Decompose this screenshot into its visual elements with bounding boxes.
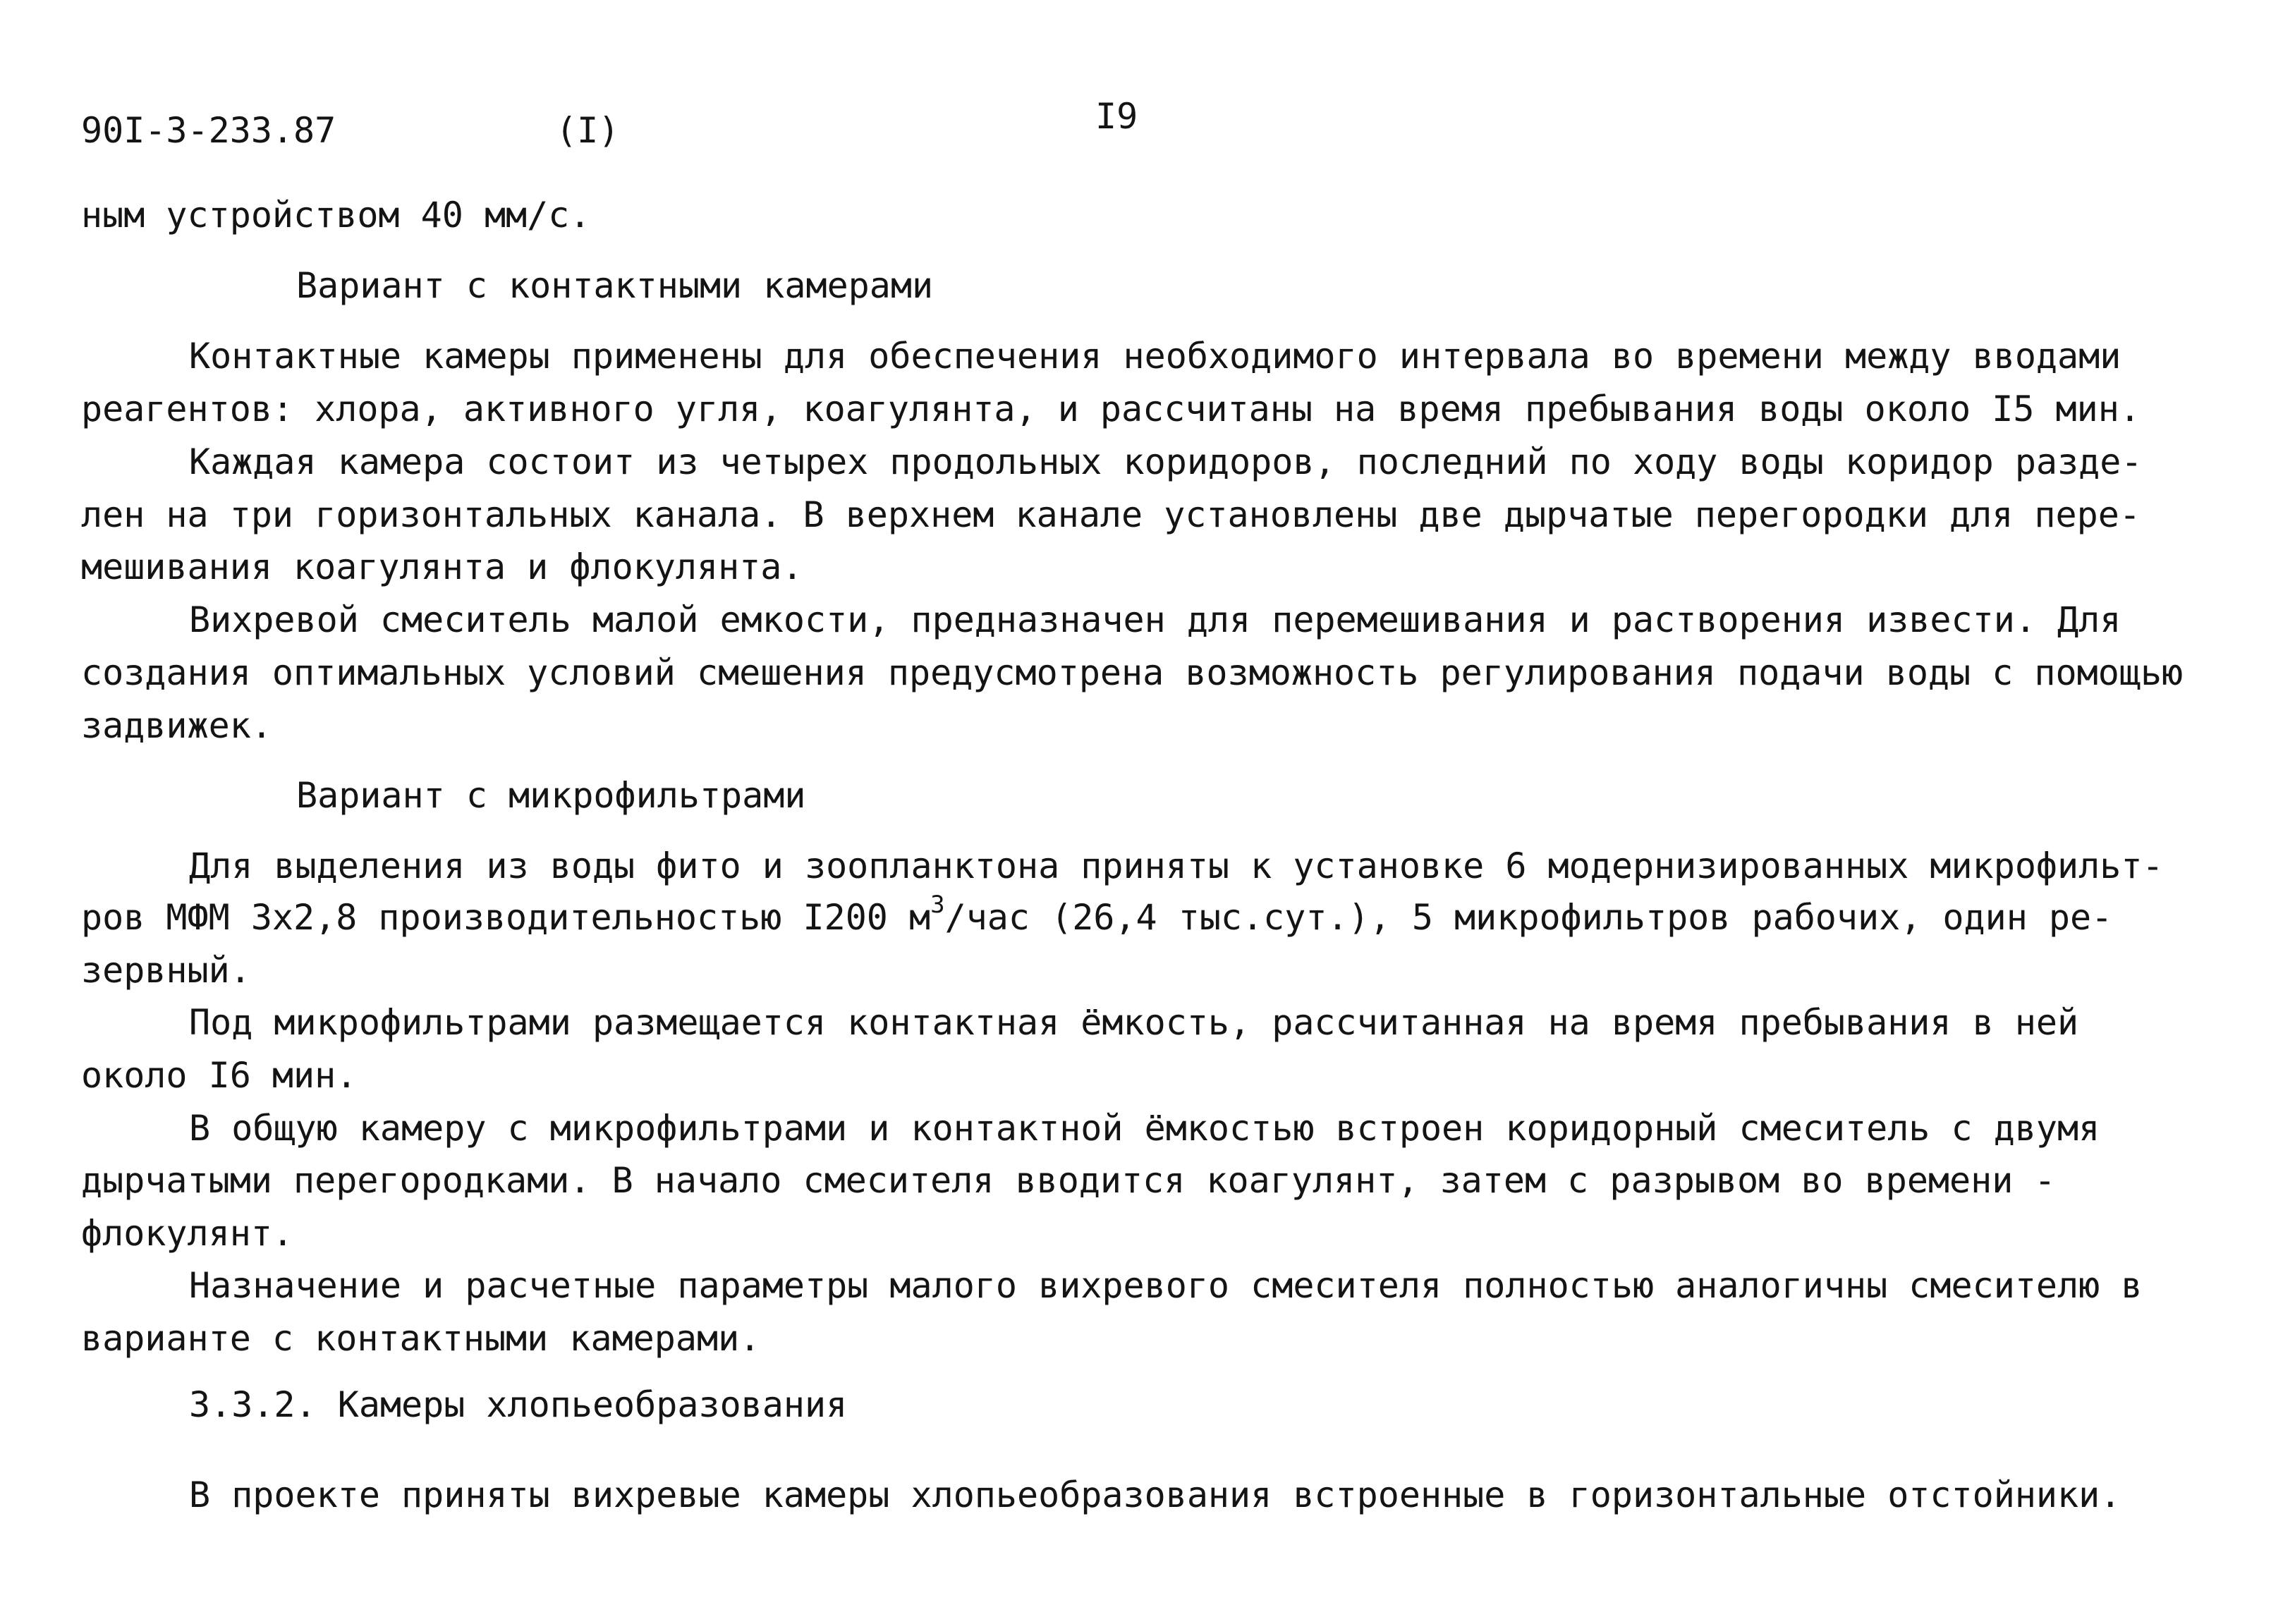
section-heading: 3.3.2. Камеры хлопьеобразования bbox=[189, 1384, 848, 1425]
text-line: Для выделения из воды фито и зоопланктона приняты к установке 6 модернизированных микрофильт- bbox=[189, 845, 2164, 886]
text-line: ным устройством 40 мм/с. bbox=[81, 195, 591, 236]
text-line: В проекте приняты вихревые камеры хлопьеобразования встроенные в горизонтальные отстойники. bbox=[189, 1475, 2121, 1515]
document-code: 90I-3-233.87 bbox=[81, 110, 336, 151]
document-part: (I) bbox=[556, 110, 620, 151]
text-fragment: /час (26,4 тыс.сут.), 5 микрофильтров рабочих, один ре- bbox=[944, 897, 2113, 938]
text-line: Под микрофильтрами размещается контактная ёмкость, рассчитанная на время пребывания в ней bbox=[189, 1002, 2079, 1043]
text-line: Каждая камера состоит из четырех продольных коридоров, последний по ходу воды коридор разде- bbox=[189, 441, 2143, 482]
text-line: В общую камеру с микрофильтрами и контактной ёмкостью встроен коридорный смеситель с двумя bbox=[189, 1108, 2100, 1149]
text-line: дырчатыми перегородками. В начало смесителя вводится коагулянт, затем с разрывом во времени - bbox=[81, 1160, 2056, 1201]
text-line: создания оптимальных условий смешения предусмотрена возможность регулирования подачи воды с помощью bbox=[81, 652, 2184, 693]
text-line: зервный. bbox=[81, 950, 251, 991]
section-heading: Вариант с контактными камерами bbox=[296, 265, 934, 306]
text-fragment: ров МФМ 3х2,8 производительностью I200 м bbox=[81, 897, 931, 938]
text-line: Назначение и расчетные параметры малого вихревого смесителя полностью аналогичны смесителю в bbox=[189, 1265, 2143, 1306]
text-line: реагентов: хлора, активного угля, коагулянта, и рассчитаны на время пребывания воды около I5 мин. bbox=[81, 389, 2141, 429]
section-heading: Вариант с микрофильтрами bbox=[296, 775, 806, 816]
text-line: задвижек. bbox=[81, 705, 272, 746]
superscript: 3 bbox=[930, 891, 945, 920]
text-line: лен на три горизонтальных канала. В верхнем канале установлены две дырчатые перегородки для пере- bbox=[81, 494, 2141, 535]
text-line: Вихревой смеситель малой емкости, предназначен для перемешивания и растворения извести. Для bbox=[189, 599, 2121, 640]
text-line: Контактные камеры применены для обеспечения необходимого интервала во времени между вводами bbox=[189, 336, 2121, 377]
text-line bbox=[81, 891, 2112, 944]
text-line: флокулянт. bbox=[81, 1213, 294, 1254]
page-number: I9 bbox=[1095, 96, 1138, 137]
text-line: варианте с контактными камерами. bbox=[81, 1318, 761, 1359]
text-line: около I6 мин. bbox=[81, 1055, 358, 1096]
text-line: мешивания коагулянта и флокулянта. bbox=[81, 547, 803, 587]
